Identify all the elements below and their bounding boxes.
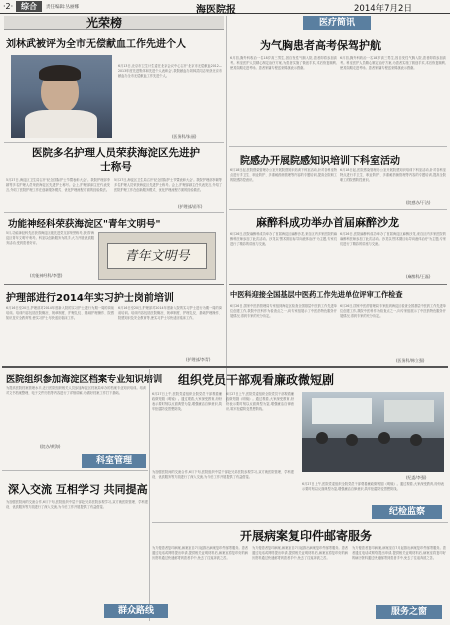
story-body-cont: 为加强医院间的交流合作,6月下旬,医院组织中层干部赴兄弟医院参观学习,双方就医院管理、学科建设、优质服务等方面进行了深入交流,为今后工作开展提供了有益借鉴。	[152, 470, 294, 479]
story-credit: (护理部/李青)	[186, 357, 211, 362]
story-headline: 医院多名护理人员荣获海淀区先进护士称号	[32, 147, 200, 173]
story-body-cont: 6月16日至20日,护理部对2014年度新入院的实习护士进行为期一周的岗前培训。培训内容包括医院概况、规章制度、护理礼仪、基础护理操作、院感知识及安全教育等,使实习护士尽快适应临床工作。	[118, 306, 222, 320]
story-headline: 组织党员干部观看廉政微短剧	[178, 373, 335, 387]
story-body: 6月18日起,医院感染管理办公室开展院感知识培训下科室活动,针对各科室特点进行手卫生、职业防护、多重耐药菌管理等内容的专题培训,提高全院职工的院感防控意识。	[230, 168, 337, 182]
story-credit: (院办/黄海)	[40, 444, 61, 449]
story-credit: (护理部/苗军)	[178, 204, 203, 209]
section-ribbon: 纪检监察	[372, 505, 442, 519]
story-body-cont: 6月27日上午,医院党委组织全院党员干部观看廉政微短剧《明镜》。通过观看,大家深受教育,纷纷表示要时刻以反面典型为鉴,增强廉洁自律意识,筑牢拒腐防变思想防线。	[302, 482, 444, 491]
story-body: 6月26日,医院麻醉科成功举办了首届海淀区麻醉沙龙,来自区内多家医院的麻醉科医师参加了此次活动。沙龙以'围术期目标导向液体治疗'为主题,专家们进行了精彩的讲座与交流。	[230, 232, 337, 246]
story-body-cont: 为方便患者复印病案,病案室自7月起推出病案复印件邮寄服务。患者通过电话或网络提出申请,提供相关证明材料后,病案室将复印好的病历资料通过快递邮寄到患者手中,免去了往返奔波之苦。	[352, 546, 446, 560]
story-body: 为方便患者复印病案,病案室自7月起推出病案复印件邮寄服务。患者通过电话或网络提出申请,提供相关证明材料后,病案室将复印好的病历资料通过快递邮寄到患者手中,免去了往返奔波之苦。	[152, 546, 248, 560]
story-body: 为加强医院间的交流合作,6月下旬,医院组织中层干部赴兄弟医院参观学习,双方就医院管理、学科建设、优质服务等方面进行了深入交流,为今后工作开展提供了有益借鉴。	[6, 500, 148, 509]
story-headline: 院感办开展院感知识培训下科室活动	[240, 156, 400, 167]
story-credit: (麻醉科/王磊)	[406, 274, 431, 279]
story-body-cont: 6月初,胸外科收治一名18岁高三男生,因自发性气胸入院,患者即将参加高考。科室医护人员精心制定治疗方案,为患者实施了微创手术,术后恢复顺利,使其如期走进考场。患者家属专程送来锦旗表示感谢。	[340, 56, 446, 70]
story-body: 6月26日,国家中医药管理局专家组到海淀区检查全国基层中医药工作先进单位创建工作,我院中医科作为检查点之一,向专家组展示了中医药特色服务开展情况,得到专家的充分肯定。	[230, 304, 337, 318]
issue-date: 2014年7月2日	[354, 4, 412, 14]
story-body: 5月,功能神经科先后获得海淀区级先进党支部荣誉称号,获得'海淀区青年文明号'称号。科室以创新服务为抓手,大力开展优质服务活动,受到患者好评。	[6, 231, 94, 245]
section-ribbon: 群众路线	[104, 604, 168, 618]
story-body: 6月27日上午,医院党委组织全院党员干部观看廉政微短剧《明镜》。通过观看,大家深受教育,纷纷表示要时刻以反面典型为鉴,增强廉洁自律意识,筑牢拒腐防变思想防线。	[152, 392, 222, 411]
story-body: 6月初,胸外科收治一名18岁高三男生,因自发性气胸入院,患者即将参加高考。科室医护人员精心制定治疗方案,为患者实施了微创手术,术后恢复顺利,使其如期走进考场。患者家属专程送来锦旗表示感谢。	[230, 56, 337, 70]
story-headline: 深入交流 互相学习 共同提高	[8, 483, 148, 496]
story-body: 为提高医院档案管理水平,近日医院组织相关人员参加海淀区档案局举办的档案专业知识培训。培训对文书档案整理、电子文件归档等内容进行了详细讲解,为做好档案工作打下基础。	[6, 386, 146, 395]
honor-roll-banner: 光荣榜	[4, 16, 224, 30]
story-headline: 麻醉科成功举办首届麻醉沙龙	[256, 216, 399, 229]
story-headline: 为气胸患者高考保驾护航	[260, 39, 381, 52]
meeting-photo	[302, 392, 444, 472]
paper-name: 海医院报	[196, 5, 236, 16]
section-ribbon: 医疗简讯	[303, 16, 371, 30]
story-body-cont: 6月18日起,医院感染管理办公室开展院感知识培训下科室活动,针对各科室特点进行手卫生、职业防护、多重耐药菌管理等内容的专题培训,提高全院职工的院感防控意识。	[340, 168, 446, 182]
story-body: 6月16日至20日,护理部对2014年度新入院的实习护士进行为期一周的岗前培训。培训内容包括医院概况、规章制度、护理礼仪、基础护理操作、院感知识及安全教育等,使实习护士尽快适应临床工作。	[6, 306, 114, 320]
story-credit: (医务科/韩立强)	[396, 358, 425, 363]
photo-caption: (纪委/李强)	[406, 475, 427, 480]
story-headline: 中医科迎接全国基层中医药工作先进单位评审工作检查	[230, 290, 403, 299]
section-tag: 综合	[16, 1, 42, 12]
story-body-cont: 5月27日,海淀区卫生局召开'纪念国际护士节暨表彰大会'。我院护理部李颖等多名护理人员荣获海淀区先进护士称号。会上,护理部副主任代表发言,介绍了医院护理工作在创新服务模式、优化护理流程方面的经验做法。	[114, 178, 222, 192]
story-credit: (医务科/朱丽)	[172, 134, 197, 139]
story-body: 6月13日,北京市卫生计生委在北京会议中心召开'北京市无偿献血2012—2013年度先进集体和先进个人表彰会',我院献血办刘林武同志荣获北京市献血办全市无偿献血工作先进个人。	[118, 64, 222, 78]
story-body-cont: 6月27日上午,医院党委组织全院党员干部观看廉政微短剧《明镜》。通过观看,大家深受教育,纷纷表示要时刻以反面典型为鉴,增强廉洁自律意识,筑牢拒腐防变思想防线。	[226, 392, 294, 411]
plaque-photo: 青年文明号	[98, 232, 216, 280]
editor-credit: 责任编辑:丛丽娜	[46, 5, 80, 10]
story-headline: 功能神经科荣获海淀区"青年文明号"	[8, 219, 161, 230]
section-ribbon: 服务之窗	[376, 605, 442, 619]
portrait-photo	[11, 55, 112, 138]
story-credit: (功能神经科/李慧)	[30, 273, 63, 278]
story-headline: 刘林武被评为全市无偿献血工作先进个人	[6, 39, 186, 50]
story-headline: 开展病案复印件邮寄服务	[240, 529, 373, 543]
story-body: 5月27日,海淀区卫生局召开'纪念国际护士节暨表彰大会'。我院护理部李颖等多名护理人员荣获海淀区先进护士称号。会上,护理部副主任代表发言,介绍了医院护理工作在创新服务模式、优化护理流程方面的经验做法。	[6, 178, 110, 192]
page-number: ·2·	[3, 2, 14, 11]
story-headline: 护理部进行2014年实习护士岗前培训	[6, 293, 174, 304]
story-body-cont: 为方便患者复印病案,病案室自7月起推出病案复印件邮寄服务。患者通过电话或网络提出申请,提供相关证明材料后,病案室将复印好的病历资料通过快递邮寄到患者手中,免去了往返奔波之苦。	[252, 546, 348, 560]
story-body-cont: 6月26日,医院麻醉科成功举办了首届海淀区麻醉沙龙,来自区内多家医院的麻醉科医师参加了此次活动。沙龙以'围术期目标导向液体治疗'为主题,专家们进行了精彩的讲座与交流。	[340, 232, 446, 246]
story-body-cont: 6月26日,国家中医药管理局专家组到海淀区检查全国基层中医药工作先进单位创建工作,我院中医科作为检查点之一,向专家组展示了中医药特色服务开展情况,得到专家的充分肯定。	[340, 304, 446, 318]
masthead	[0, 0, 450, 14]
story-credit: (院感办/于洁)	[406, 200, 431, 205]
story-headline: 医院组织参加海淀区档案专业知识培训	[6, 374, 163, 385]
section-ribbon: 科室管理	[82, 454, 146, 468]
